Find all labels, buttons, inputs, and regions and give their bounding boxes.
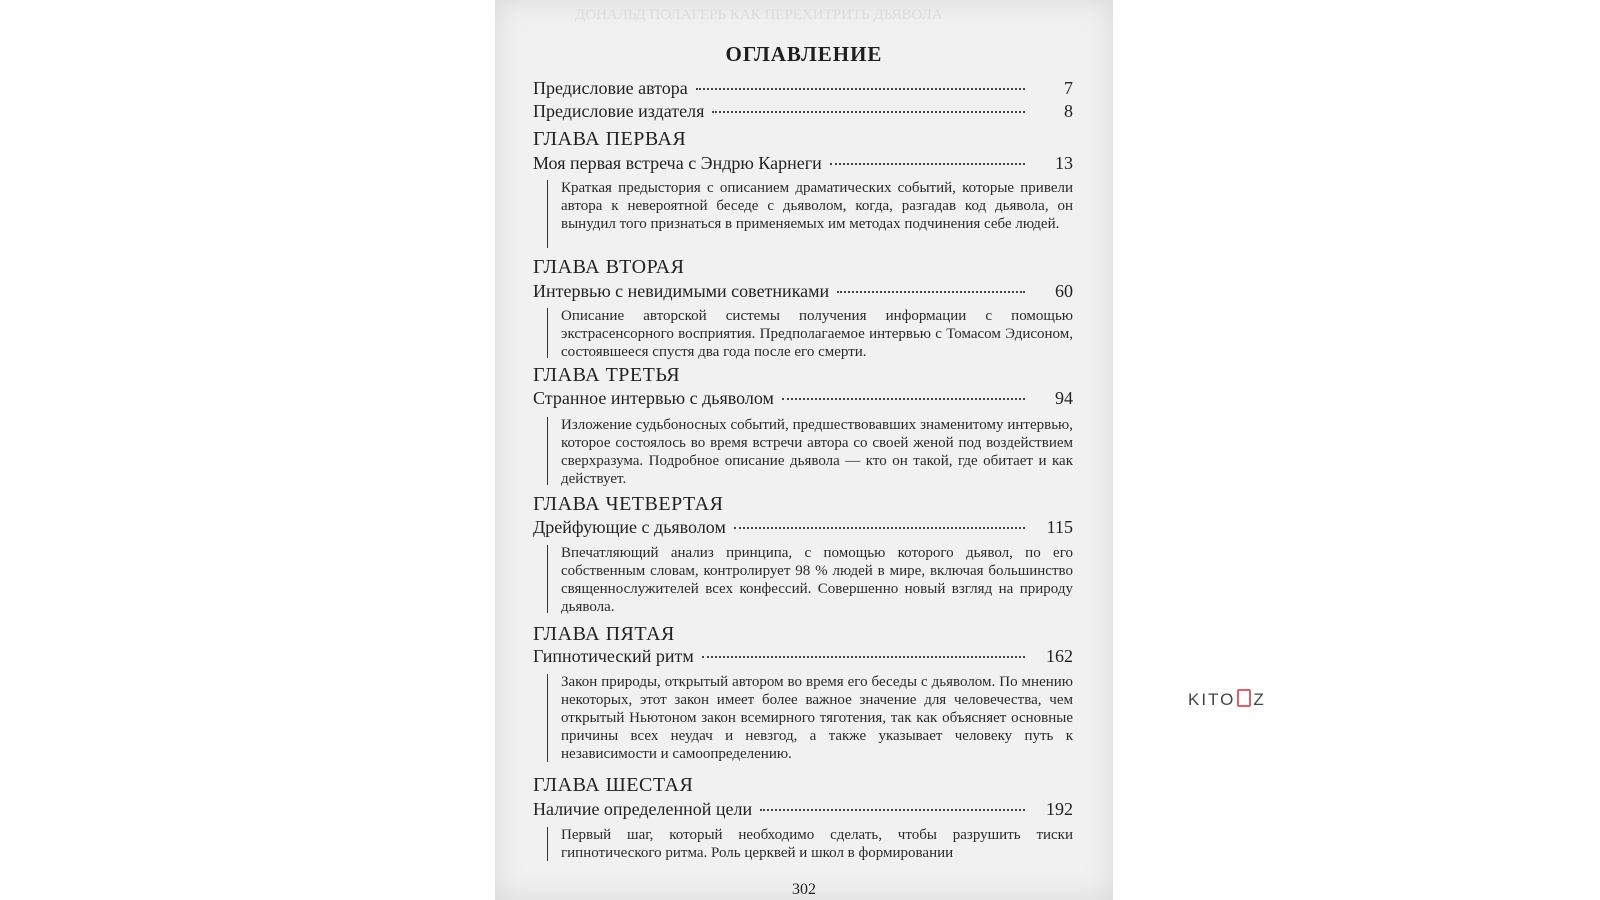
toc-entry-chapter: Гипнотический ритм 162 [533,646,1073,666]
toc-entry-chapter: Странное интервью с дьяволом 94 [533,388,1073,408]
description-rule [547,674,548,762]
chapter-heading: ГЛАВА ПЯТАЯ [533,623,675,645]
chapter-description: Описание авторской системы получения информации с помощью экстрасенсорного восприятия. Предполагаемое интервью с Томасом Эдисоном, состоявшееся спустя два года после его смерти. [561,308,1073,360]
description-rule [547,827,548,861]
chapter-description: Впечатляющий анализ принципа, с помощью которого дьявол, по его собственным словам, контролирует 98 % людей в мире, включая большинство священнослужителей всех конфессий. Совершенно новый взгляд на природу дьявола. [561,545,1073,615]
chapter-heading: ГЛАВА ВТОРАЯ [533,256,685,278]
chapter-heading: ГЛАВА ТРЕТЬЯ [533,364,681,386]
chapter-description: Первый шаг, который необходимо сделать, чтобы разрушить тиски гипнотического ритма. Роль церквей и школ в формировании [561,827,1073,861]
watermark-logo: KITO Z [1188,690,1266,709]
bleed-through-header: ДОНАЛЬД ПОЛАГЕРЬ КАК ПЕРЕХИТРИТЬ ДЬЯВОЛА [575,7,943,23]
book-page [495,0,1113,900]
chapter-heading: ГЛАВА ПЕРВАЯ [533,128,687,150]
toc-title: ОГЛАВЛЕНИЕ [725,42,883,66]
toc-entry-chapter: Наличие определенной цели 192 [533,799,1073,819]
toc-entry-chapter: Интервью с невидимыми советниками 60 [533,281,1073,301]
toc-entry-publisher-preface: Предисловие издателя 8 [533,101,1073,121]
description-rule [547,180,548,248]
page-number: 302 [792,881,816,898]
chapter-description: Краткая предыстория с описанием драматических событий, которые привели автора к невероятной беседе с дьяволом, когда, разгадав код дьявола, он вынудил того признаться в применяемых им методах подчинения себе людей. [561,180,1073,232]
toc-entry-chapter: Дрейфующие с дьяволом 115 [533,517,1073,537]
toc-entry-author-preface: Предисловие автора 7 [533,78,1073,98]
chapter-description: Закон природы, открытый автором во время его беседы с дьяволом. По мнению некоторых, этот закон имеет более важное значение для человечества, чем открытый Ньютоном закон всемирного тяготения, так как объясняет основные причины всех неудач и невзгод, а также указывает человеку путь к независимости и самоопределению. [561,674,1073,762]
description-rule [547,308,548,358]
description-rule [547,545,548,613]
toc-entry-chapter: Моя первая встреча с Эндрю Карнеги 13 [533,153,1073,173]
chapter-description: Изложение судьбоносных событий, предшествовавших знаменитому интервью, которое состоялось во время встречи автора со своей женой под воздействием сверхразума. Подробное описание дьявола — кто он такой, где обитает и как действует. [561,417,1073,487]
watermark-box-icon [1237,689,1251,707]
description-rule [547,417,548,485]
chapter-heading: ГЛАВА ШЕСТАЯ [533,774,694,796]
chapter-heading: ГЛАВА ЧЕТВЕРТАЯ [533,493,724,515]
